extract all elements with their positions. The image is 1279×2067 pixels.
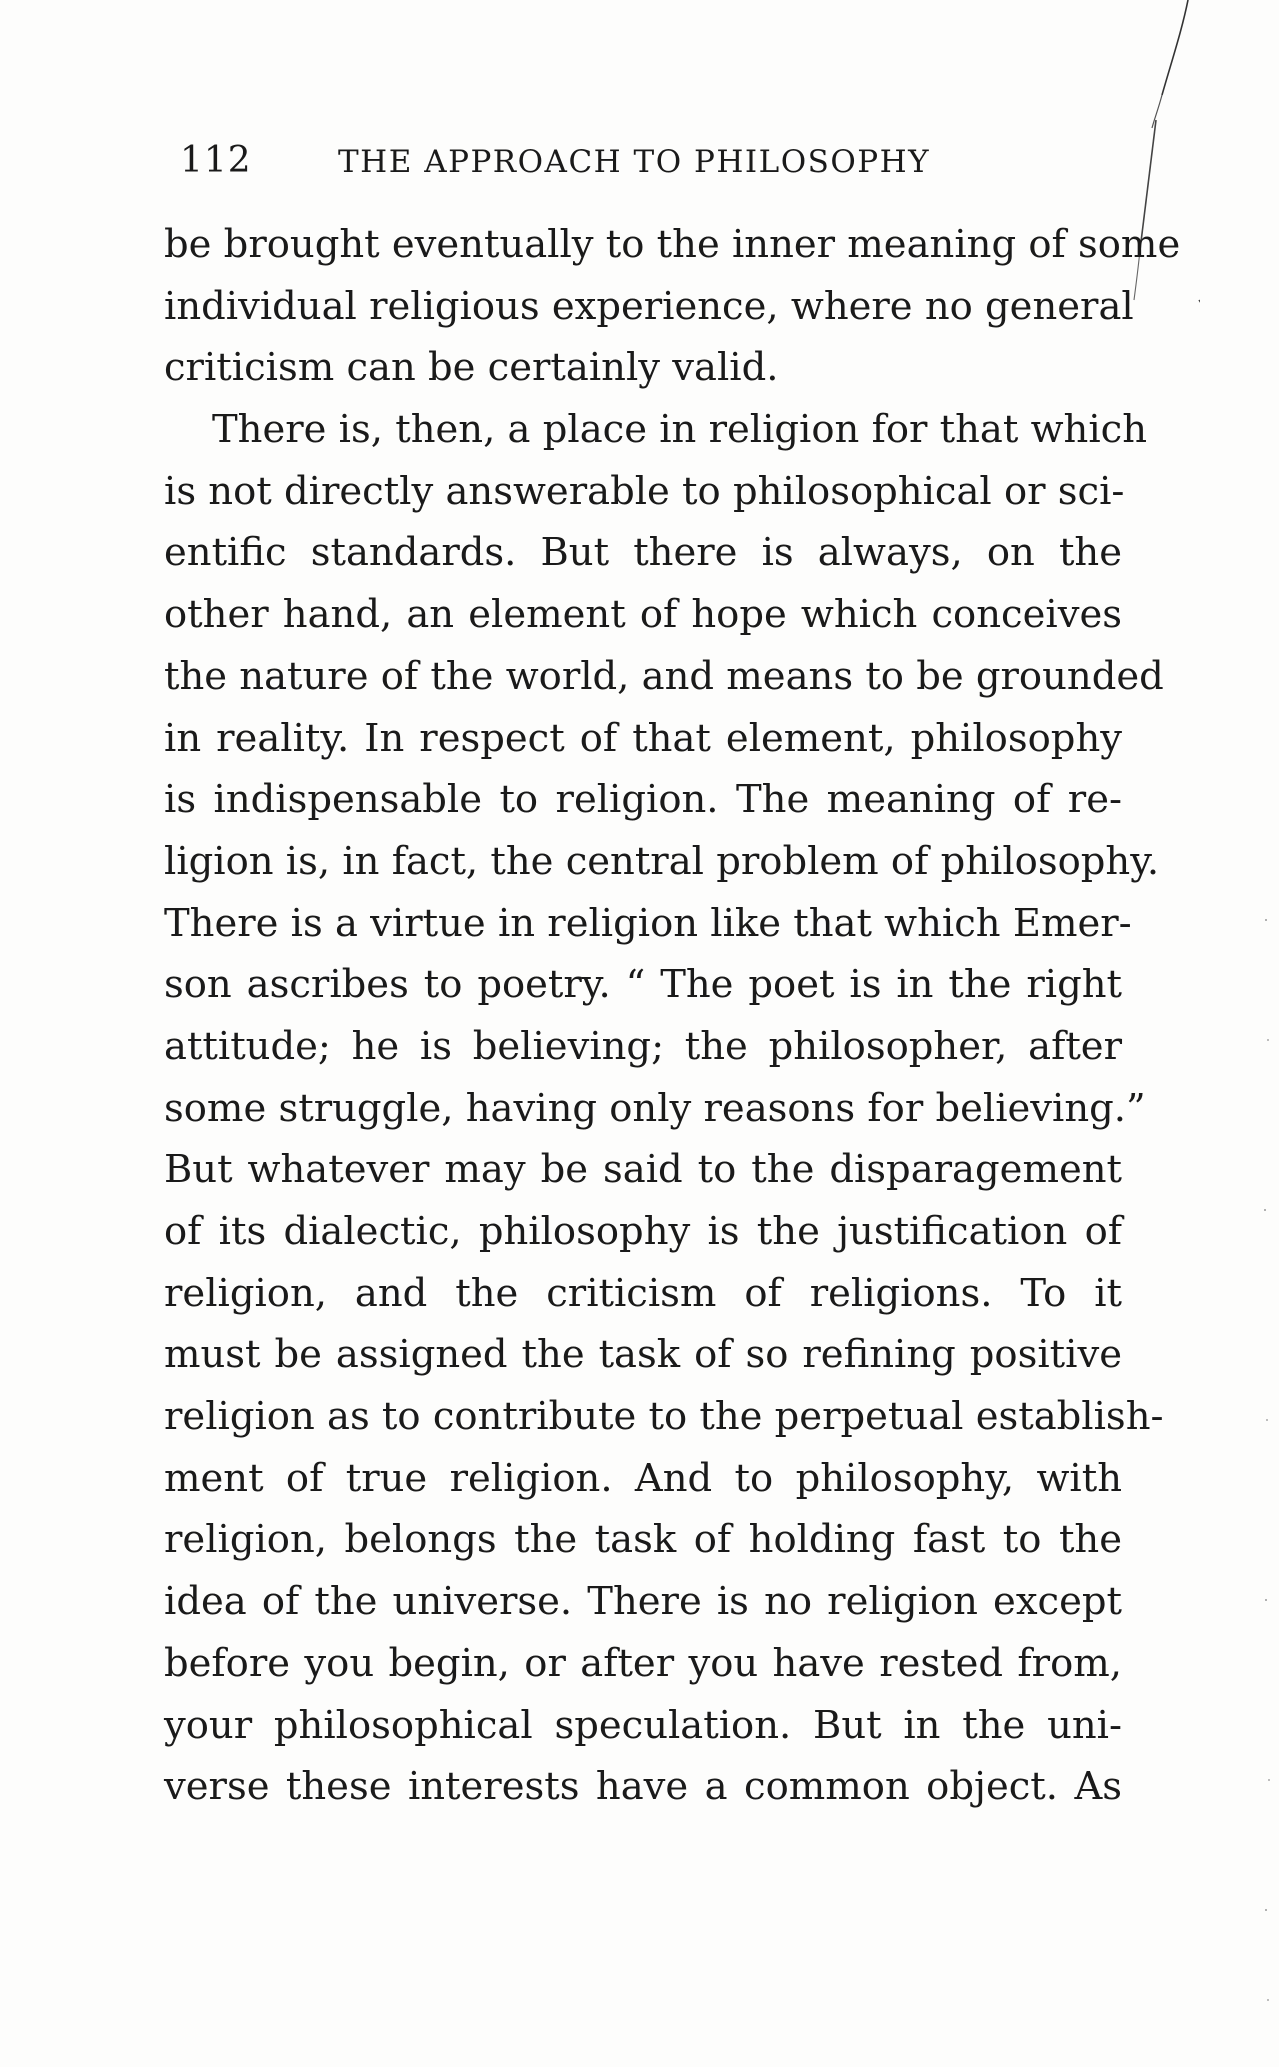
text-line: religion as to contribute to the perpetual establish- [164,1394,1164,1440]
text-line: attitude; he is believing; the philosopher, after [164,1023,1122,1069]
text-line: There is, then, a place in religion for that which [212,407,1147,453]
text-line: religion, belongs the task of holding fast to the [164,1517,1122,1563]
text-line: must be assigned the task of so refining positive [164,1332,1122,1378]
text-line: verse these interests have a common object. As [164,1764,1122,1810]
text-line: some struggle, having only reasons for believing.” [164,1085,1146,1131]
text-line: son ascribes to poetry. “ The poet is in the right [164,962,1122,1008]
paragraph-2 [164,399,1164,1818]
text-line: ligion is, in fact, the central problem of philosophy. [164,838,1160,884]
text-line: ment of true religion. And to philosophy, with [164,1455,1122,1501]
text-line: criticism can be certainly valid. [164,345,779,391]
text-line: entific standards. But there is always, on the [164,530,1122,576]
text-line: be brought eventually to the inner meaning of some [164,222,1181,267]
text-line: But whatever may be said to the disparagement [164,1147,1122,1193]
body-text [164,214,1181,1818]
text-line: of its dialectic, philosophy is the justification of [164,1209,1122,1254]
text-line: religion, and the criticism of religions. To it [164,1270,1122,1316]
text-line: There is a virtue in religion like that which Emer- [164,900,1132,946]
text-line: before you begin, or after you have rested from, [164,1640,1122,1686]
text-line: is indispensable to religion. The meaning of re- [164,777,1122,823]
text-line: in reality. In respect of that element, philosophy [164,715,1122,761]
text-line: is not directly answerable to philosophical or sci- [164,468,1125,514]
text-line: individual religious experience, where no general [164,283,1134,329]
text-line: other hand, an element of hope which conceives [164,592,1122,638]
text-line: your philosophical speculation. But in the uni- [164,1702,1122,1748]
text-line: the nature of the world, and means to be grounded [164,653,1164,699]
page-header [180,140,1120,184]
running-head: THE APPROACH TO PHILOSOPHY [338,144,931,180]
paragraph-1 [164,214,1181,399]
page-number: 112 [180,140,252,181]
text-line: idea of the universe. There is no religion except [164,1579,1122,1625]
page-edge-speckle [1260,900,1274,2060]
